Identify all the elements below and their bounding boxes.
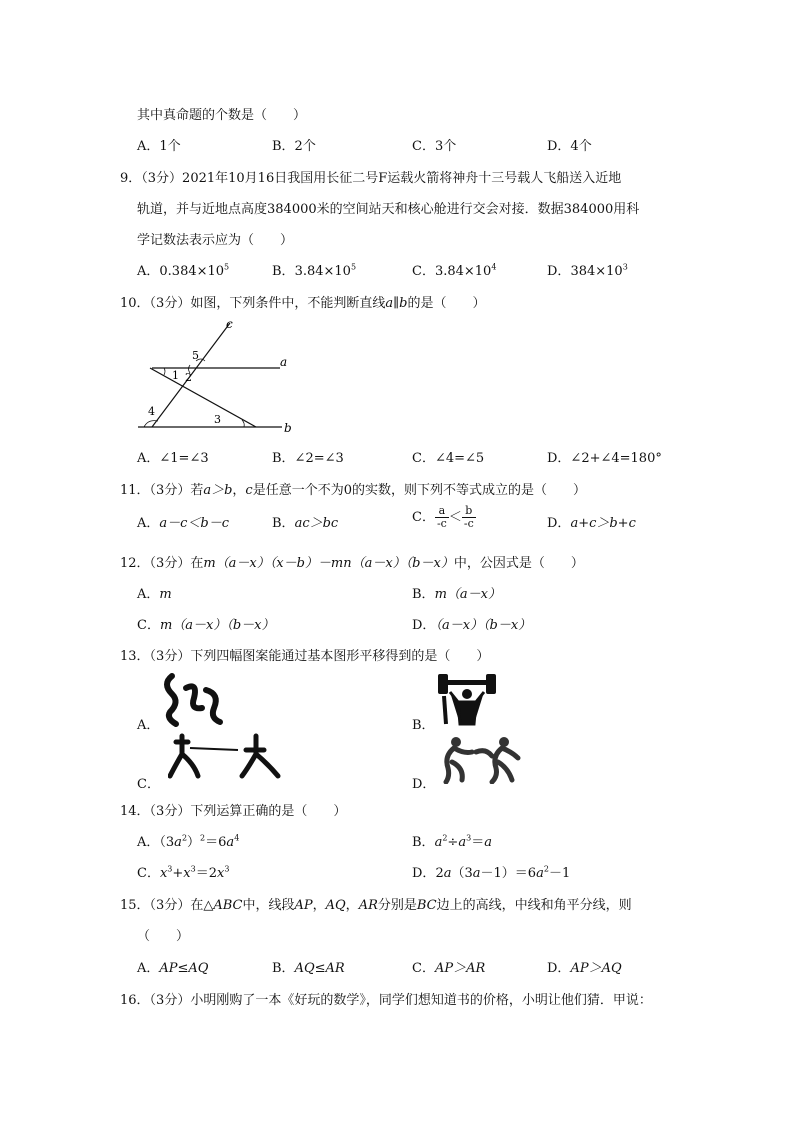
q9-stem-line1: 9．（3分）2021年10月16日我国用长征二号F运载火箭将神舟十三号载人飞船送入近地 bbox=[120, 171, 622, 186]
q10-option-c: C．∠4=∠5 bbox=[412, 451, 485, 466]
q16-stem: 16．（3分）小明刚购了一本《好玩的数学》，同学们想知道书的价格，小明让他们猜．甲说： bbox=[120, 993, 652, 1008]
q8-option-b: B．2个 bbox=[272, 139, 316, 154]
transversal-line bbox=[150, 368, 256, 427]
q14-option-d: D．$2a(3a-1)=6a^2-1$ bbox=[412, 864, 571, 881]
q13-option-b-label: B． bbox=[412, 718, 435, 733]
angle-mark-3 bbox=[242, 420, 244, 427]
q13-pattern-a bbox=[160, 668, 230, 730]
q13-pattern-c bbox=[168, 732, 298, 782]
label-c: c bbox=[226, 317, 233, 331]
q8-option-a: A．1个 bbox=[137, 139, 181, 154]
q10-option-a: A．∠1=∠3 bbox=[137, 451, 209, 466]
q15-option-a: A．AP≤AQ bbox=[137, 961, 209, 976]
q9-option-b: B．$3.84\times 10^5$ bbox=[272, 262, 357, 279]
q15-option-d: D．AP＞AQ bbox=[547, 961, 622, 976]
q11-option-c: C． $\frac{a}{-c}$ ＜ $\frac{b}{-c}$ bbox=[412, 504, 474, 530]
label-3: 3 bbox=[214, 413, 221, 426]
q15-option-c: C．AP＞AR bbox=[412, 961, 486, 976]
q10-option-d: D．∠2+∠4=180° bbox=[547, 451, 662, 466]
q8-tail: 其中真命题的个数是（ ） bbox=[137, 108, 307, 123]
q15-option-b: B．AQ≤AR bbox=[272, 961, 345, 976]
q9-stem-line3: 学记数法表示应为（ ） bbox=[137, 233, 294, 248]
q13-option-a-label: A． bbox=[137, 718, 160, 733]
q12-option-c: C．m（a－x）（b－x） bbox=[137, 618, 275, 633]
label-1: 1 bbox=[172, 369, 179, 382]
angle-mark-1 bbox=[164, 368, 165, 375]
q9-option-c: C．$3.84\times 10^4$ bbox=[412, 262, 497, 279]
label-a: a bbox=[280, 355, 288, 369]
q9-stem-line2: 轨道，并与近地点高度384000米的空间站天和核心舱进行交会对接．数据384000用科 bbox=[137, 202, 640, 217]
q14-option-b: B．$a^2\div a^3=a$ bbox=[412, 833, 492, 850]
q11-option-a: A．a－c＜b－c bbox=[137, 516, 230, 531]
label-b: b bbox=[284, 421, 292, 435]
q11-option-b: B．ac＞bc bbox=[272, 516, 339, 531]
q15-stem-line1: 15．（3分）在△ABC中，线段AP，AQ，AR分别是BC边上的高线，中线和角平分线，则 bbox=[120, 898, 632, 913]
q8-option-d: D．4个 bbox=[547, 139, 592, 154]
q14-option-a: A．$(3a^2)^2=6a^4$ bbox=[137, 833, 240, 850]
q12-option-a: A．m bbox=[137, 587, 172, 602]
q10-option-b: B．∠2=∠3 bbox=[272, 451, 344, 466]
q15-stem-line2: （ ） bbox=[137, 929, 190, 944]
label-5: 5 bbox=[192, 349, 199, 362]
q14-stem: 14．（3分）下列运算正确的是（ ） bbox=[120, 804, 347, 819]
q10-stem: 10．（3分）如图，下列条件中，不能判断直线a∥b的是（ ） bbox=[120, 296, 486, 311]
q12-stem: 12．（3分）在m（a－x）（x－b）－mn（a－x）（b－x）中，公因式是（ ） bbox=[120, 556, 584, 571]
q9-option-a: A．$0.384\times 10^5$ bbox=[137, 262, 230, 279]
q14-option-c: C．$x^3+x^3=2x^3$ bbox=[137, 864, 230, 881]
q11-stem: 11．（3分）若a＞b，c是任意一个不为0的实数，则下列不等式成立的是（ ） bbox=[120, 483, 586, 498]
q13-pattern-b bbox=[436, 668, 498, 730]
q8-option-c: C．3个 bbox=[412, 139, 457, 154]
q12-option-d: D．（a－x）（b－x） bbox=[412, 618, 532, 633]
q12-option-b: B．m（a－x） bbox=[412, 587, 501, 602]
q11-option-d: D．a+c＞b+c bbox=[547, 516, 636, 531]
q10-parallel-lines-figure bbox=[130, 315, 330, 435]
q13-pattern-d bbox=[442, 734, 522, 784]
label-4: 4 bbox=[148, 405, 155, 418]
q13-stem: 13．（3分）下列四幅图案能通过基本图形平移得到的是（ ） bbox=[120, 649, 490, 664]
q9-option-d: D．$384\times 10^3$ bbox=[547, 262, 628, 279]
q13-option-d-label: D． bbox=[412, 777, 436, 792]
label-2: 2 bbox=[185, 371, 192, 384]
q13-option-c-label: C． bbox=[137, 777, 160, 792]
